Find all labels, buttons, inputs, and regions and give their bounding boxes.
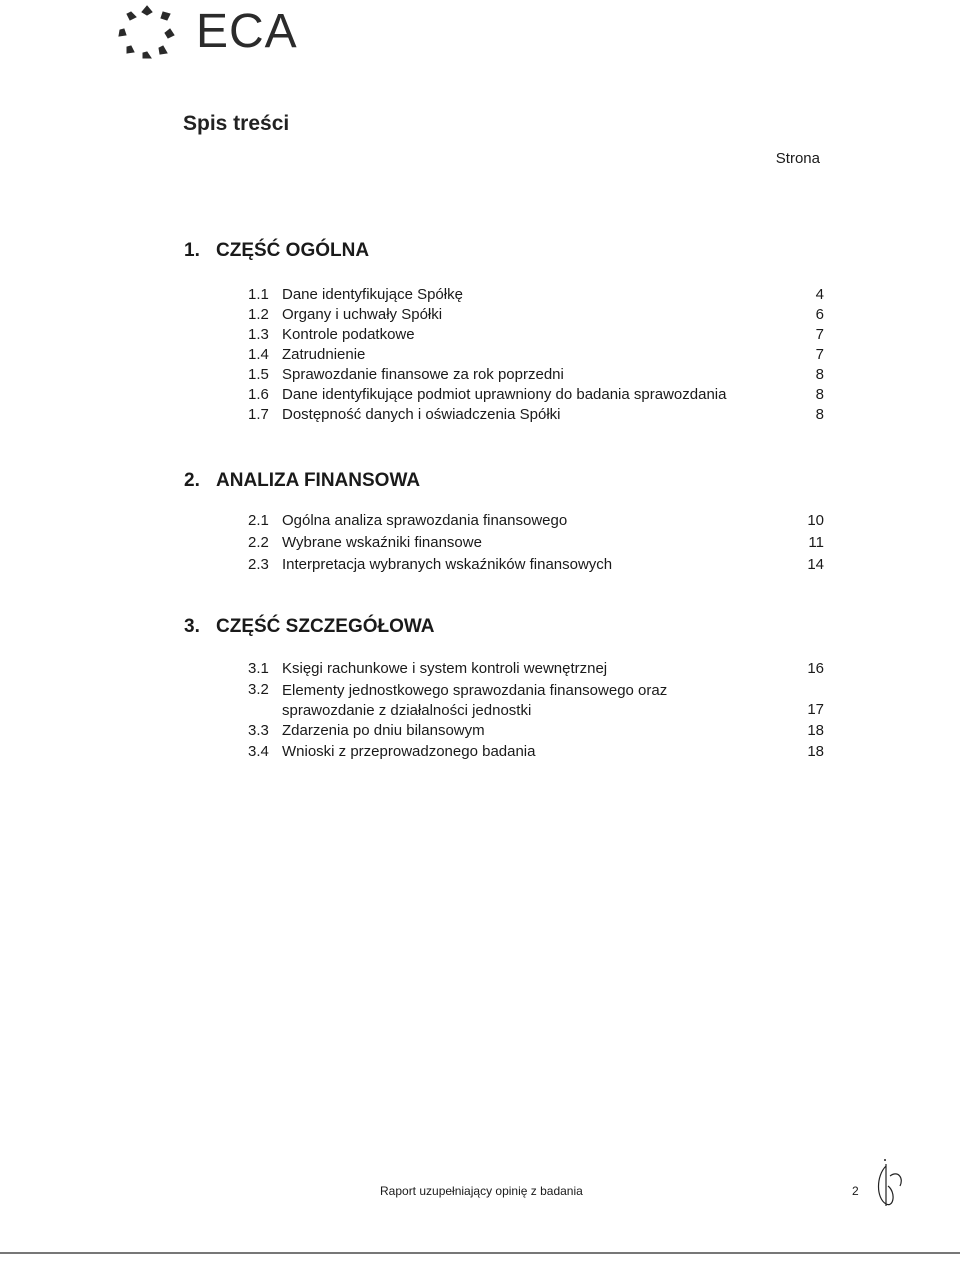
footer-text: Raport uzupełniający opinię z badania bbox=[380, 1184, 583, 1198]
toc-entry bbox=[0, 512, 960, 532]
entry-title: Dostępność danych i oświadczenia Spółki bbox=[282, 406, 561, 423]
footer-page-number: 2 bbox=[852, 1184, 859, 1198]
entry-title: Sprawozdanie finansowe za rok poprzedni bbox=[282, 366, 564, 383]
entry-number: 3.1 bbox=[248, 660, 269, 677]
entry-title: Dane identyfikujące podmiot uprawniony do badania sprawozdania bbox=[282, 386, 727, 403]
entry-title bbox=[282, 681, 667, 721]
toc-entry bbox=[0, 681, 960, 721]
bottom-rule bbox=[0, 1252, 960, 1254]
entry-title: Wybrane wskaźniki finansowe bbox=[282, 534, 482, 551]
entry-page: 10 bbox=[807, 512, 824, 529]
entry-number: 1.7 bbox=[248, 406, 269, 423]
logo-text: ECA bbox=[196, 5, 298, 58]
section-title: CZĘŚĆ SZCZEGÓŁOWA bbox=[216, 616, 435, 637]
entry-number: 1.6 bbox=[248, 386, 269, 403]
toc-entry bbox=[0, 722, 960, 742]
toc-entry bbox=[0, 346, 960, 366]
entry-number: 2.2 bbox=[248, 534, 269, 551]
entry-number: 1.2 bbox=[248, 306, 269, 323]
entry-page: 8 bbox=[815, 366, 824, 383]
entry-title-line-1: Elementy jednostkowego sprawozdania finansowego oraz bbox=[282, 682, 668, 699]
entry-title: Wnioski z przeprowadzonego badania bbox=[282, 743, 536, 760]
section-number: 1. bbox=[184, 240, 200, 261]
toc-entry bbox=[0, 743, 960, 763]
section-heading bbox=[184, 470, 420, 492]
toc-entry bbox=[0, 386, 960, 406]
page-column-label: Strona bbox=[775, 150, 820, 167]
entry-title: Interpretacja wybranych wskaźników finansowych bbox=[282, 556, 613, 573]
entry-number: 3.4 bbox=[248, 743, 269, 760]
entry-title: Zdarzenia po dniu bilansowym bbox=[282, 722, 485, 739]
entry-page: 16 bbox=[807, 660, 824, 677]
section-number: 3. bbox=[184, 616, 200, 637]
toc-entry bbox=[0, 366, 960, 386]
entry-number: 1.4 bbox=[248, 346, 269, 363]
entry-number: 2.3 bbox=[248, 556, 269, 573]
entry-title-line-2: sprawozdanie z działalności jednostki bbox=[282, 702, 532, 719]
section-title: ANALIZA FINANSOWA bbox=[216, 470, 421, 491]
section-number: 2. bbox=[184, 470, 200, 491]
entry-number: 1.3 bbox=[248, 326, 269, 343]
entry-page: 18 bbox=[807, 743, 824, 760]
entry-title: Dane identyfikujące Spółkę bbox=[282, 286, 463, 303]
signature bbox=[872, 1156, 912, 1216]
section-heading bbox=[184, 616, 435, 638]
entry-page: 7 bbox=[815, 346, 824, 363]
entry-page: 7 bbox=[815, 326, 824, 343]
entry-number: 3.3 bbox=[248, 722, 269, 739]
entry-title: Księgi rachunkowe i system kontroli wewnętrznej bbox=[282, 660, 608, 677]
logo bbox=[112, 2, 302, 62]
entry-page: 14 bbox=[807, 556, 824, 573]
entry-page: 8 bbox=[815, 386, 824, 403]
section-heading bbox=[184, 240, 369, 262]
entry-title: Kontrole podatkowe bbox=[282, 326, 415, 343]
toc-entry bbox=[0, 286, 960, 306]
entry-number: 1.5 bbox=[248, 366, 269, 383]
entry-number: 1.1 bbox=[248, 286, 269, 303]
section-title: CZĘŚĆ OGÓLNA bbox=[216, 240, 370, 261]
toc-entry bbox=[0, 306, 960, 326]
entry-title: Ogólna analiza sprawozdania finansowego bbox=[282, 512, 568, 529]
entry-page: 18 bbox=[807, 722, 824, 739]
entry-page: 8 bbox=[815, 406, 824, 423]
entry-page: 17 bbox=[807, 701, 824, 718]
toc-entry bbox=[0, 326, 960, 346]
toc-entry bbox=[0, 534, 960, 554]
toc-title: Spis treści bbox=[183, 112, 290, 135]
entry-page: 4 bbox=[815, 286, 824, 303]
entry-title: Zatrudnienie bbox=[282, 346, 366, 363]
entry-number: 3.2 bbox=[248, 681, 269, 698]
toc-entry bbox=[0, 556, 960, 576]
toc-entry bbox=[0, 660, 960, 680]
entry-page: 11 bbox=[808, 534, 824, 551]
entry-number: 2.1 bbox=[248, 512, 269, 529]
entry-title: Organy i uchwały Spółki bbox=[282, 306, 443, 323]
entry-page: 6 bbox=[815, 306, 824, 323]
toc-entry bbox=[0, 406, 960, 426]
eca-star-icon bbox=[112, 2, 182, 62]
